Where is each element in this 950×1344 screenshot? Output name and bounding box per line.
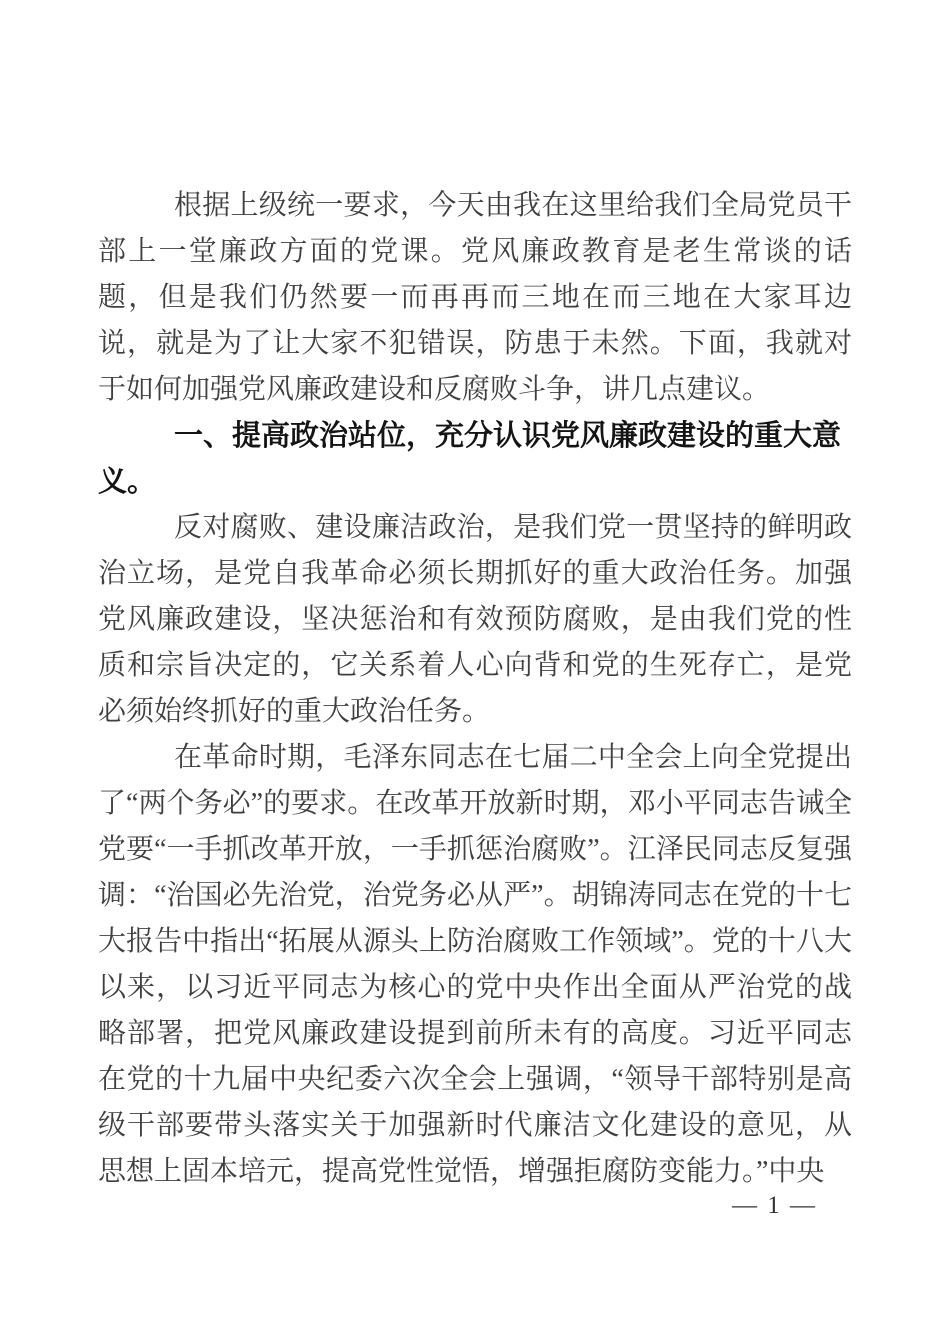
paragraph-leaders-history: 在革命时期，毛泽东同志在七届二中全会上向全党提出了“两个务必”的要求。在改革开放新时期，邓小平同志告诫全党要“一手抓改革开放，一手抓惩治腐败”。江泽民同志反复强调：“治国必先治党，治党务必从严”。胡锦涛同志在党的十七大报告中指出“拓展从源头上防治腐败工作领域”。党的十八大以来，以习近平同志为核心的党中央作出全面从严治党的战略部署，把党风廉政建设提到前所未有的高度。习近平同志在党的十九届中央纪委六次全会上强调，“领导干部特别是高级干部要带头落实关于加强新时代廉洁文化建设的意见，从思想上固本培元，提高党性觉悟，增强拒腐防变能力。”中央: [98, 742, 852, 1187]
paragraph-anticorruption-stance: 反对腐败、建设廉洁政治，是我们党一贯坚持的鲜明政治立场，是党自我革命必须长期抓好的重大政治任务。加强党风廉政建设，坚决惩治和有效预防腐败，是由我们党的性质和宗旨决定的，它关系着人心向背和党的生死存亡，是党必须始终抓好的重大政治任务。: [98, 512, 852, 727]
document-body: [98, 183, 852, 1195]
page-number: — 1 —: [732, 1192, 817, 1219]
paragraph-intro: 根据上级统一要求，今天由我在这里给我们全局党员干部上一堂廉政方面的党课。党风廉政教育是老生常谈的话题，但是我们仍然要一而再再而三地在而三地在大家耳边说，就是为了让大家不犯错误，防患于未然。下面，我就对于如何加强党风廉政建设和反腐败斗争，讲几点建议。: [98, 190, 852, 405]
section-heading-1: 一、提高政治站位，充分认识党风廉政建设的重大意义。: [98, 420, 842, 498]
